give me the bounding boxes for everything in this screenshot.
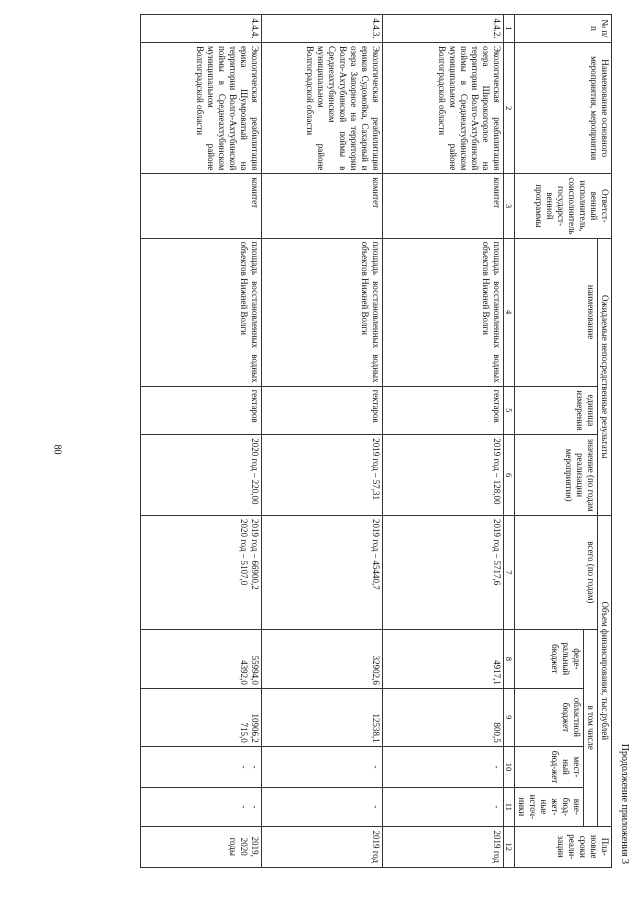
cell-financing-total: 2019 год – 5717,6 [382, 515, 503, 629]
cell-regional-budget: 800,5 [382, 688, 503, 746]
cell-period: 2019 год [261, 826, 382, 868]
page-number: 80 [51, 444, 63, 455]
cell-result-unit: гектаров [140, 386, 261, 435]
cell-period: 2019, 2020 годы [140, 826, 261, 868]
header-result-name: наименование [515, 238, 598, 386]
cell-offbudget-sources: - [261, 788, 382, 826]
col-number: 4 [503, 238, 514, 386]
header-result-value: значение (по годам реализации мероприятия) [515, 435, 598, 516]
cell-period: 2019 год [382, 826, 503, 868]
col-number: 10 [503, 746, 514, 787]
col-number: 1 [503, 15, 514, 43]
cell-executor: комитет [261, 174, 382, 238]
header-offbudget-sources: вне-бюд-жет-ные источ-ники [515, 788, 584, 826]
header-regional-budget: областной бюджет [515, 688, 584, 746]
cell-row-number: 4.4.2. [382, 15, 503, 43]
rotated-page [20, 0, 640, 880]
cell-measure-name: Экологическая реабилитация ерика Шумроватый на территории Волго-Ахтубинской поймы в Среднеахтубинском муниципальном районе Волгоградской области [140, 42, 261, 173]
cell-federal-budget: 55994,0 4392,0 [140, 629, 261, 688]
col-number: 3 [503, 174, 514, 238]
header-executor: Ответст-венный исполнитель, соисполнитель государст-венной программы [515, 174, 612, 238]
header-results-group: Ожидаемые непосредственные результаты [598, 238, 612, 515]
cell-federal-budget: 4917,1 [382, 629, 503, 688]
cell-result-unit: гектаров [261, 386, 382, 435]
col-number: 9 [503, 688, 514, 746]
cell-measure-name: Экологическая реабилитация ериков Судомойка, Сахарный и озера Запорное на территории Волго-Ахтубинской поймы в Среднеахтубинском муниципальном районе Волгоградской области [261, 42, 382, 173]
cell-result-unit: гектаров [382, 386, 503, 435]
header-financing-including: в том числе [584, 629, 598, 826]
cell-measure-name: Экологическая реабилитация озера Широкогорлое на территории Волго-Ахтубинской поймы в Среднеахтубинском муниципальном районе Волгоградской области [382, 42, 503, 173]
continuation-label: Продолжение приложения 3 [619, 743, 630, 864]
cell-result-name: площадь восстановленных водных объектов Нижней Волги [382, 238, 503, 386]
col-number: 8 [503, 629, 514, 688]
table-row [261, 15, 382, 868]
cell-offbudget-sources: - - [140, 788, 261, 826]
cell-result-name: площадь восстановленных водных объектов Нижней Волги [140, 238, 261, 386]
header-local-budget: мест-ный бюд-жет [515, 746, 584, 787]
header-result-unit: единица измерения [515, 386, 598, 435]
cell-financing-total: 2019 год – 45440,7 [261, 515, 382, 629]
cell-result-value: 2020 год – 220,00 [140, 435, 261, 516]
cell-row-number: 4.4.4. [140, 15, 261, 43]
header-financing-total: всего (по годам) [515, 515, 598, 629]
col-number: 12 [503, 826, 514, 868]
cell-result-value: 2019 год – 128,00 [382, 435, 503, 516]
cell-regional-budget: 12538,1 [261, 688, 382, 746]
col-number: 2 [503, 42, 514, 173]
col-number: 6 [503, 435, 514, 516]
header-num: № п/п [515, 15, 612, 43]
cell-row-number: 4.4.3. [261, 15, 382, 43]
column-numbers-row [503, 15, 514, 868]
header-financing-group: Объем финансирования, тыс.рублей [598, 515, 612, 826]
cell-offbudget-sources: - [382, 788, 503, 826]
cell-executor: комитет [382, 174, 503, 238]
cell-local-budget: - - [140, 746, 261, 787]
col-number: 5 [503, 386, 514, 435]
header-period: Пла-новые сроки реали-зации [515, 826, 612, 868]
cell-local-budget: - [261, 746, 382, 787]
table-row [140, 15, 261, 868]
col-number: 11 [503, 788, 514, 826]
cell-regional-budget: 10906,2 715,0 [140, 688, 261, 746]
cell-local-budget: - [382, 746, 503, 787]
program-table [140, 14, 612, 868]
cell-federal-budget: 32902,6 [261, 629, 382, 688]
header-name: Наименование основного мероприятия, мероприятия [515, 42, 612, 173]
header-row-1 [598, 15, 612, 868]
col-number: 7 [503, 515, 514, 629]
header-federal-budget: феде-ральный бюджет [515, 629, 584, 688]
cell-executor: комитет [140, 174, 261, 238]
cell-result-name: площадь восстановленных водных объектов Нижней Волги [261, 238, 382, 386]
table-row [382, 15, 503, 868]
cell-result-value: 2019 год – 57,31 [261, 435, 382, 516]
cell-financing-total: 2019 год – 66900,2 2020 год – 5107,0 [140, 515, 261, 629]
